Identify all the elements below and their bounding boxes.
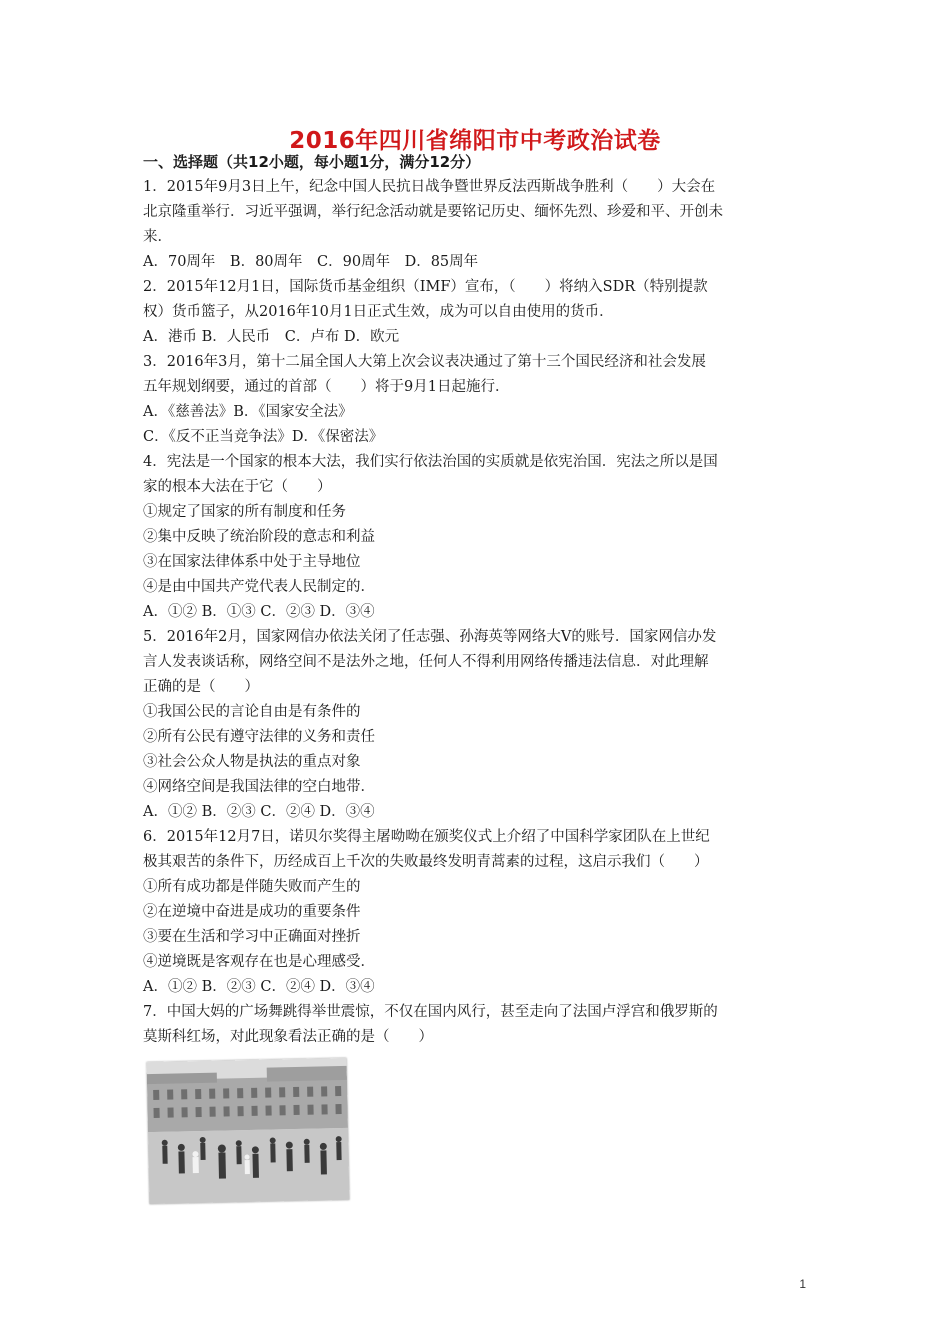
text-line: ③社会公众人物是执法的重点对象 — [143, 754, 361, 770]
text-line: A．《慈善法》B．《国家安全法》 — [143, 404, 353, 420]
text-line: 2．2015年12月1日，国际货币基金组织（IMF）宣布，（ ）将纳入SDR（特别提款 — [143, 279, 708, 295]
text-line: A．①② B．②③ C．②④ D．③④ — [143, 804, 375, 820]
photo-illustration — [147, 1058, 350, 1204]
text-line: A．港币 B．人民币 C．卢布 D．欧元 — [143, 329, 400, 345]
text-line: ①我国公民的言论自由是有条件的 — [143, 704, 361, 720]
text-line: A．70周年 B．80周年 C．90周年 D．85周年 — [143, 254, 479, 270]
text-line: ④逆境既是客观存在也是心理感受． — [143, 954, 375, 970]
text-line: 来． — [143, 229, 172, 245]
exam-title: 2016年四川省绵阳市中考政治试卷 — [289, 128, 661, 154]
page-number: 1 — [799, 1277, 806, 1291]
text-line: 家的根本大法在于它（ ） — [143, 479, 332, 495]
text-line: 1．2015年9月3日上午，纪念中国人民抗日战争暨世界反法西斯战争胜利（ ）大会在 — [143, 179, 716, 195]
text-line: 极其艰苦的条件下，历经成百上千次的失败最终发明青蒿素的过程，这启示我们（ ） — [143, 854, 709, 870]
text-line: ②集中反映了统治阶段的意志和利益 — [143, 529, 375, 545]
text-line: ①所有成功都是伴随失败而产生的 — [143, 879, 361, 895]
text-line: 北京隆重举行．习近平强调，举行纪念活动就是要铭记历史、缅怀先烈、珍爱和平、开创未 — [143, 204, 723, 220]
text-line: C．《反不正当竞争法》D．《保密法》 — [143, 429, 384, 445]
exam-content — [143, 150, 813, 1050]
text-line: A．①② B．①③ C．②③ D．③④ — [143, 604, 375, 620]
text-line: ①规定了国家的所有制度和任务 — [143, 504, 346, 520]
text-line: ④网络空间是我国法律的空白地带． — [143, 779, 375, 795]
text-line: A．①② B．②③ C．②④ D．③④ — [143, 979, 375, 995]
text-line: 五年规划纲要，通过的首部（ ）将于9月1日起施行． — [143, 379, 510, 395]
text-line: 莫斯科红场，对此现象看法正确的是（ ） — [143, 1029, 433, 1045]
square-dance-photo — [147, 1058, 350, 1204]
text-line: 4．宪法是一个国家的根本大法，我们实行依法治国的实质就是依宪治国．宪法之所以是国 — [143, 454, 718, 470]
text-line: ②在逆境中奋进是成功的重要条件 — [143, 904, 361, 920]
text-line: ③在国家法律体系中处于主导地位 — [143, 554, 361, 570]
text-line: 5．2016年2月，国家网信办依法关闭了任志强、孙海英等网络大V的账号．国家网信办发 — [143, 629, 717, 645]
text-line: 权）货币篮子，从2016年10月1日正式生效，成为可以自由使用的货币． — [143, 304, 614, 320]
text-line: 正确的是（ ） — [143, 679, 259, 695]
text-line: 言人发表谈话称，网络空间不是法外之地，任何人不得利用网络传播违法信息．对此理解 — [143, 654, 709, 670]
text-line: ③要在生活和学习中正确面对挫折 — [143, 929, 361, 945]
text-line: ②所有公民有遵守法律的义务和责任 — [143, 729, 375, 745]
question-lines — [143, 175, 813, 1050]
text-line: ④是由中国共产党代表人民制定的． — [143, 579, 375, 595]
text-line: 7．中国大妈的广场舞跳得举世震惊，不仅在国内风行，甚至走向了法国卢浮宫和俄罗斯的 — [143, 1004, 718, 1020]
text-line: 6．2015年12月7日，诺贝尔奖得主屠呦呦在颁奖仪式上介绍了中国科学家团队在上世纪 — [143, 829, 710, 845]
text-line: 3．2016年3月，第十二届全国人大第上次会议表决通过了第十三个国民经济和社会发展 — [143, 354, 706, 370]
section-heading: 一、选择题（共12小题，每小题1分，满分12分） — [143, 153, 481, 171]
